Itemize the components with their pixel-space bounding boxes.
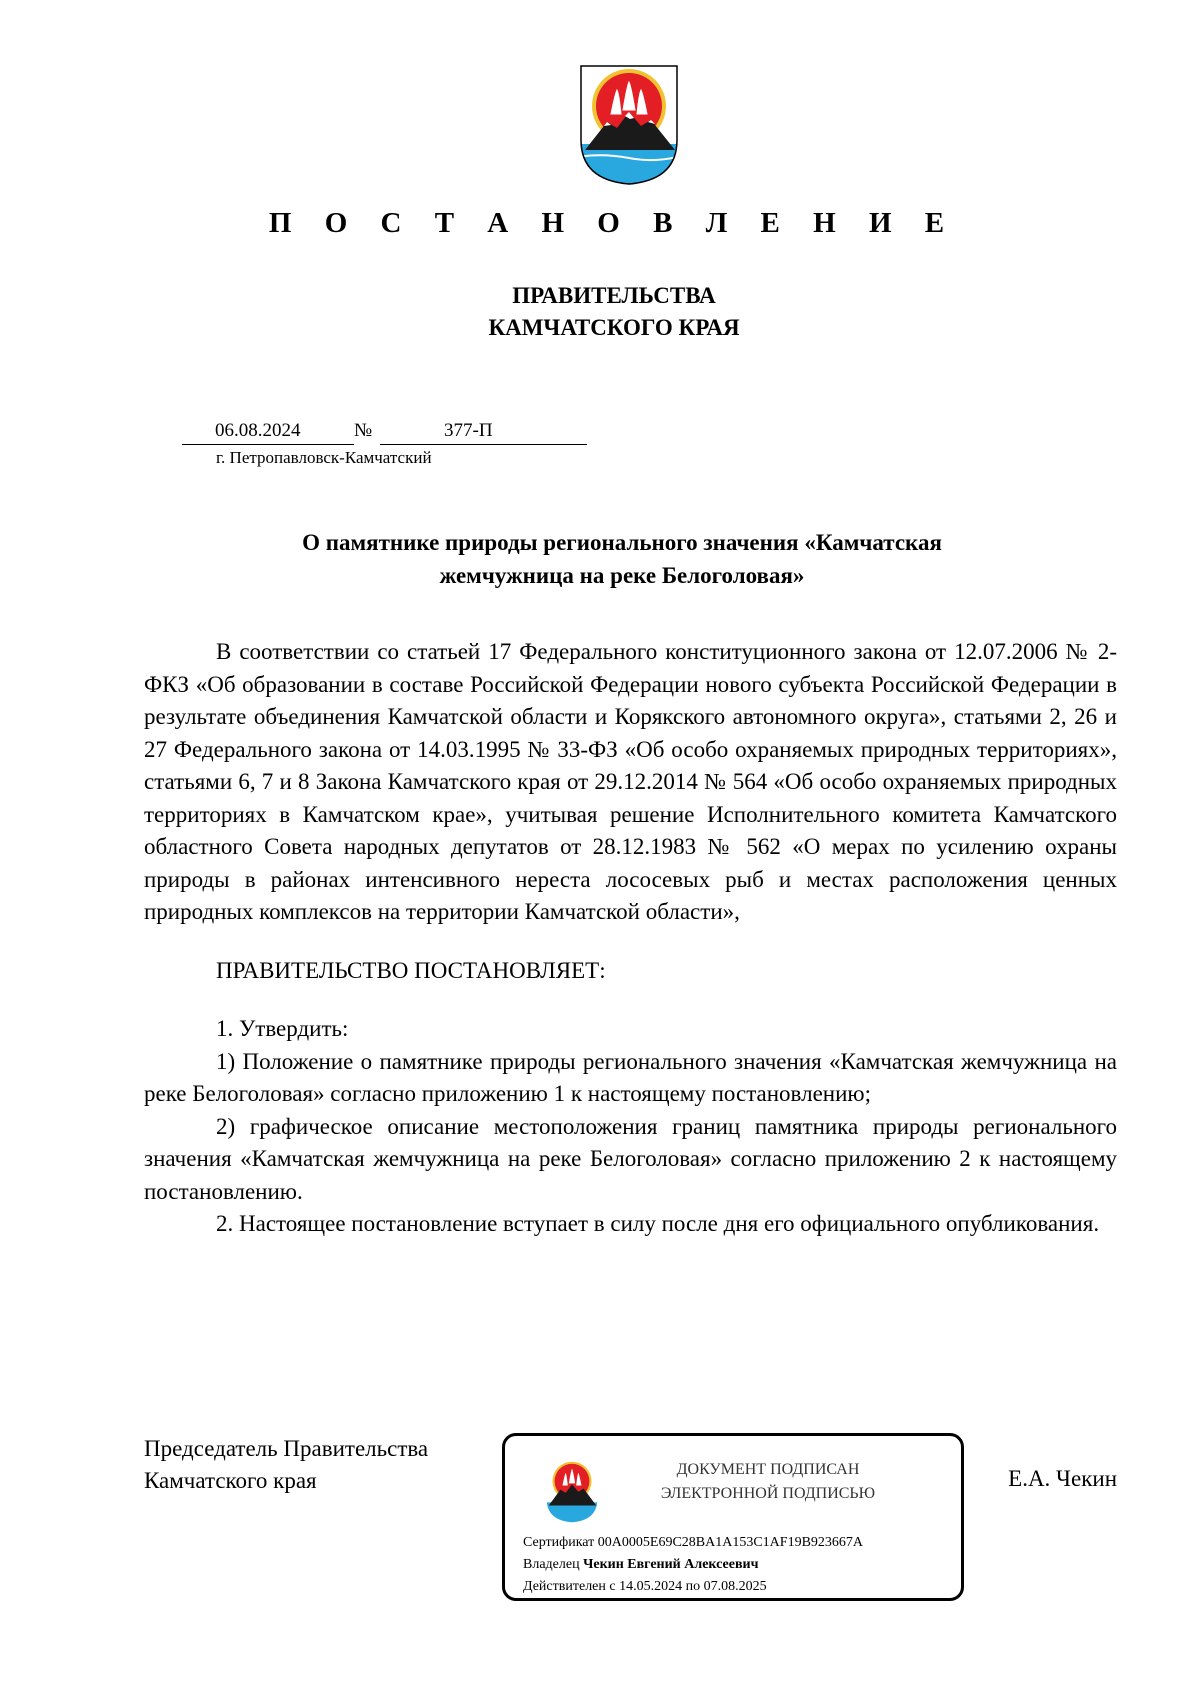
- kamchatka-coat-of-arms-icon: [577, 62, 681, 187]
- valid-to-word: по: [685, 1579, 701, 1594]
- item-1: 1. Утвердить:: [216, 1016, 349, 1041]
- stamp-details: [523, 1532, 863, 1598]
- stamp-header: [613, 1458, 923, 1506]
- authority-line-2: КАМЧАТСКОГО КРАЯ: [488, 315, 740, 340]
- stamp-header-line-2: ЭЛЕКТРОННОЙ ПОДПИСЬЮ: [660, 1485, 876, 1502]
- document-title: П О С Т А Н О В Л Е Н И Е: [268, 207, 958, 239]
- valid-from-word: с: [609, 1579, 616, 1594]
- item-1-2: 2) графическое описание местоположения границ памятника природы регионального значения «Камчатская жемчужница на реке Белоголовая» согласно приложению 2 к настоящему постановлению.: [144, 1113, 1117, 1204]
- authority-line-1: ПРАВИТЕЛЬСТВА: [512, 283, 716, 308]
- signer-name: Е.А. Чекин: [1008, 1466, 1117, 1491]
- valid-from: 14.05.2024: [619, 1579, 683, 1594]
- document-date: 06.08.2024: [215, 420, 301, 441]
- date-underline: [182, 444, 354, 445]
- owner-value: Чекин Евгений Алексеевич: [583, 1557, 759, 1572]
- issuing-authority: [0, 280, 1200, 344]
- subject-line-1: О памятнике природы регионального значения «Камчатская: [302, 530, 942, 555]
- document-subject: [0, 526, 1200, 592]
- certificate-label: Сертификат: [523, 1535, 595, 1550]
- signer-title-line-1: Председатель Правительства: [144, 1436, 429, 1461]
- certificate-line: [523, 1532, 863, 1554]
- document-body: [144, 636, 1117, 1241]
- certificate-value: 00A0005E69C28BA1A153C1AF19B923667A: [597, 1535, 864, 1550]
- owner-label: Владелец: [523, 1557, 580, 1572]
- signer-title: [144, 1433, 428, 1497]
- valid-label: Действителен: [523, 1579, 606, 1594]
- mini-coat-of-arms-icon: [543, 1458, 601, 1524]
- item-2: 2. Настоящее постановление вступает в силу после дня его официального опубликования.: [216, 1211, 1100, 1236]
- stamp-header-line-1: ДОКУМЕНТ ПОДПИСАН: [676, 1461, 860, 1478]
- electronic-signature-stamp: [502, 1433, 964, 1601]
- city: г. Петропавловск-Камчатский: [216, 448, 432, 467]
- number-underline: [380, 444, 587, 445]
- subject-line-2: жемчужница на реке Белоголовая»: [439, 563, 805, 588]
- owner-line: [523, 1554, 863, 1576]
- item-1-1: 1) Положение о памятнике природы регионального значения «Камчатская жемчужница на реке Белоголовая» согласно приложению 1 к настоящему постановлению;: [144, 1048, 1117, 1106]
- validity-line: [523, 1576, 863, 1598]
- signer-title-line-2: Камчатского края: [144, 1468, 317, 1493]
- date-number-line: [182, 419, 587, 445]
- number-sign: №: [354, 420, 373, 441]
- document-number: 377-П: [444, 420, 493, 441]
- preamble-paragraph: В соответствии со статьей 17 Федерального конституционного закона от 12.07.2006 № 2-ФКЗ «Об образовании в составе Российской Федерации нового субъекта Российской Федерации в результате объединения Камчатской области и Корякского автономного округа», статьями 2, 26 и 27 Федерального закона от 14.03.1995 № 33-ФЗ «Об особо охраняемых природных территориях», статьями 6, 7 и 8 Закона Камчатского края от 29.12.2014 № 564 «Об особо охраняемых природных территориях в Камчатском крае», учитывая решение Исполнительного комитета Камчатского областного Совета народных депутатов от 28.12.1983 № 562 «О мерах по усилению охраны природы в районах интенсивного нереста лососевых рыб и местах расположения ценных природных комплексов на территории Камчатской области»,: [144, 639, 1117, 924]
- valid-to: 07.08.2025: [703, 1579, 767, 1594]
- resolves-heading: ПРАВИТЕЛЬСТВО ПОСТАНОВЛЯЕТ:: [216, 957, 606, 983]
